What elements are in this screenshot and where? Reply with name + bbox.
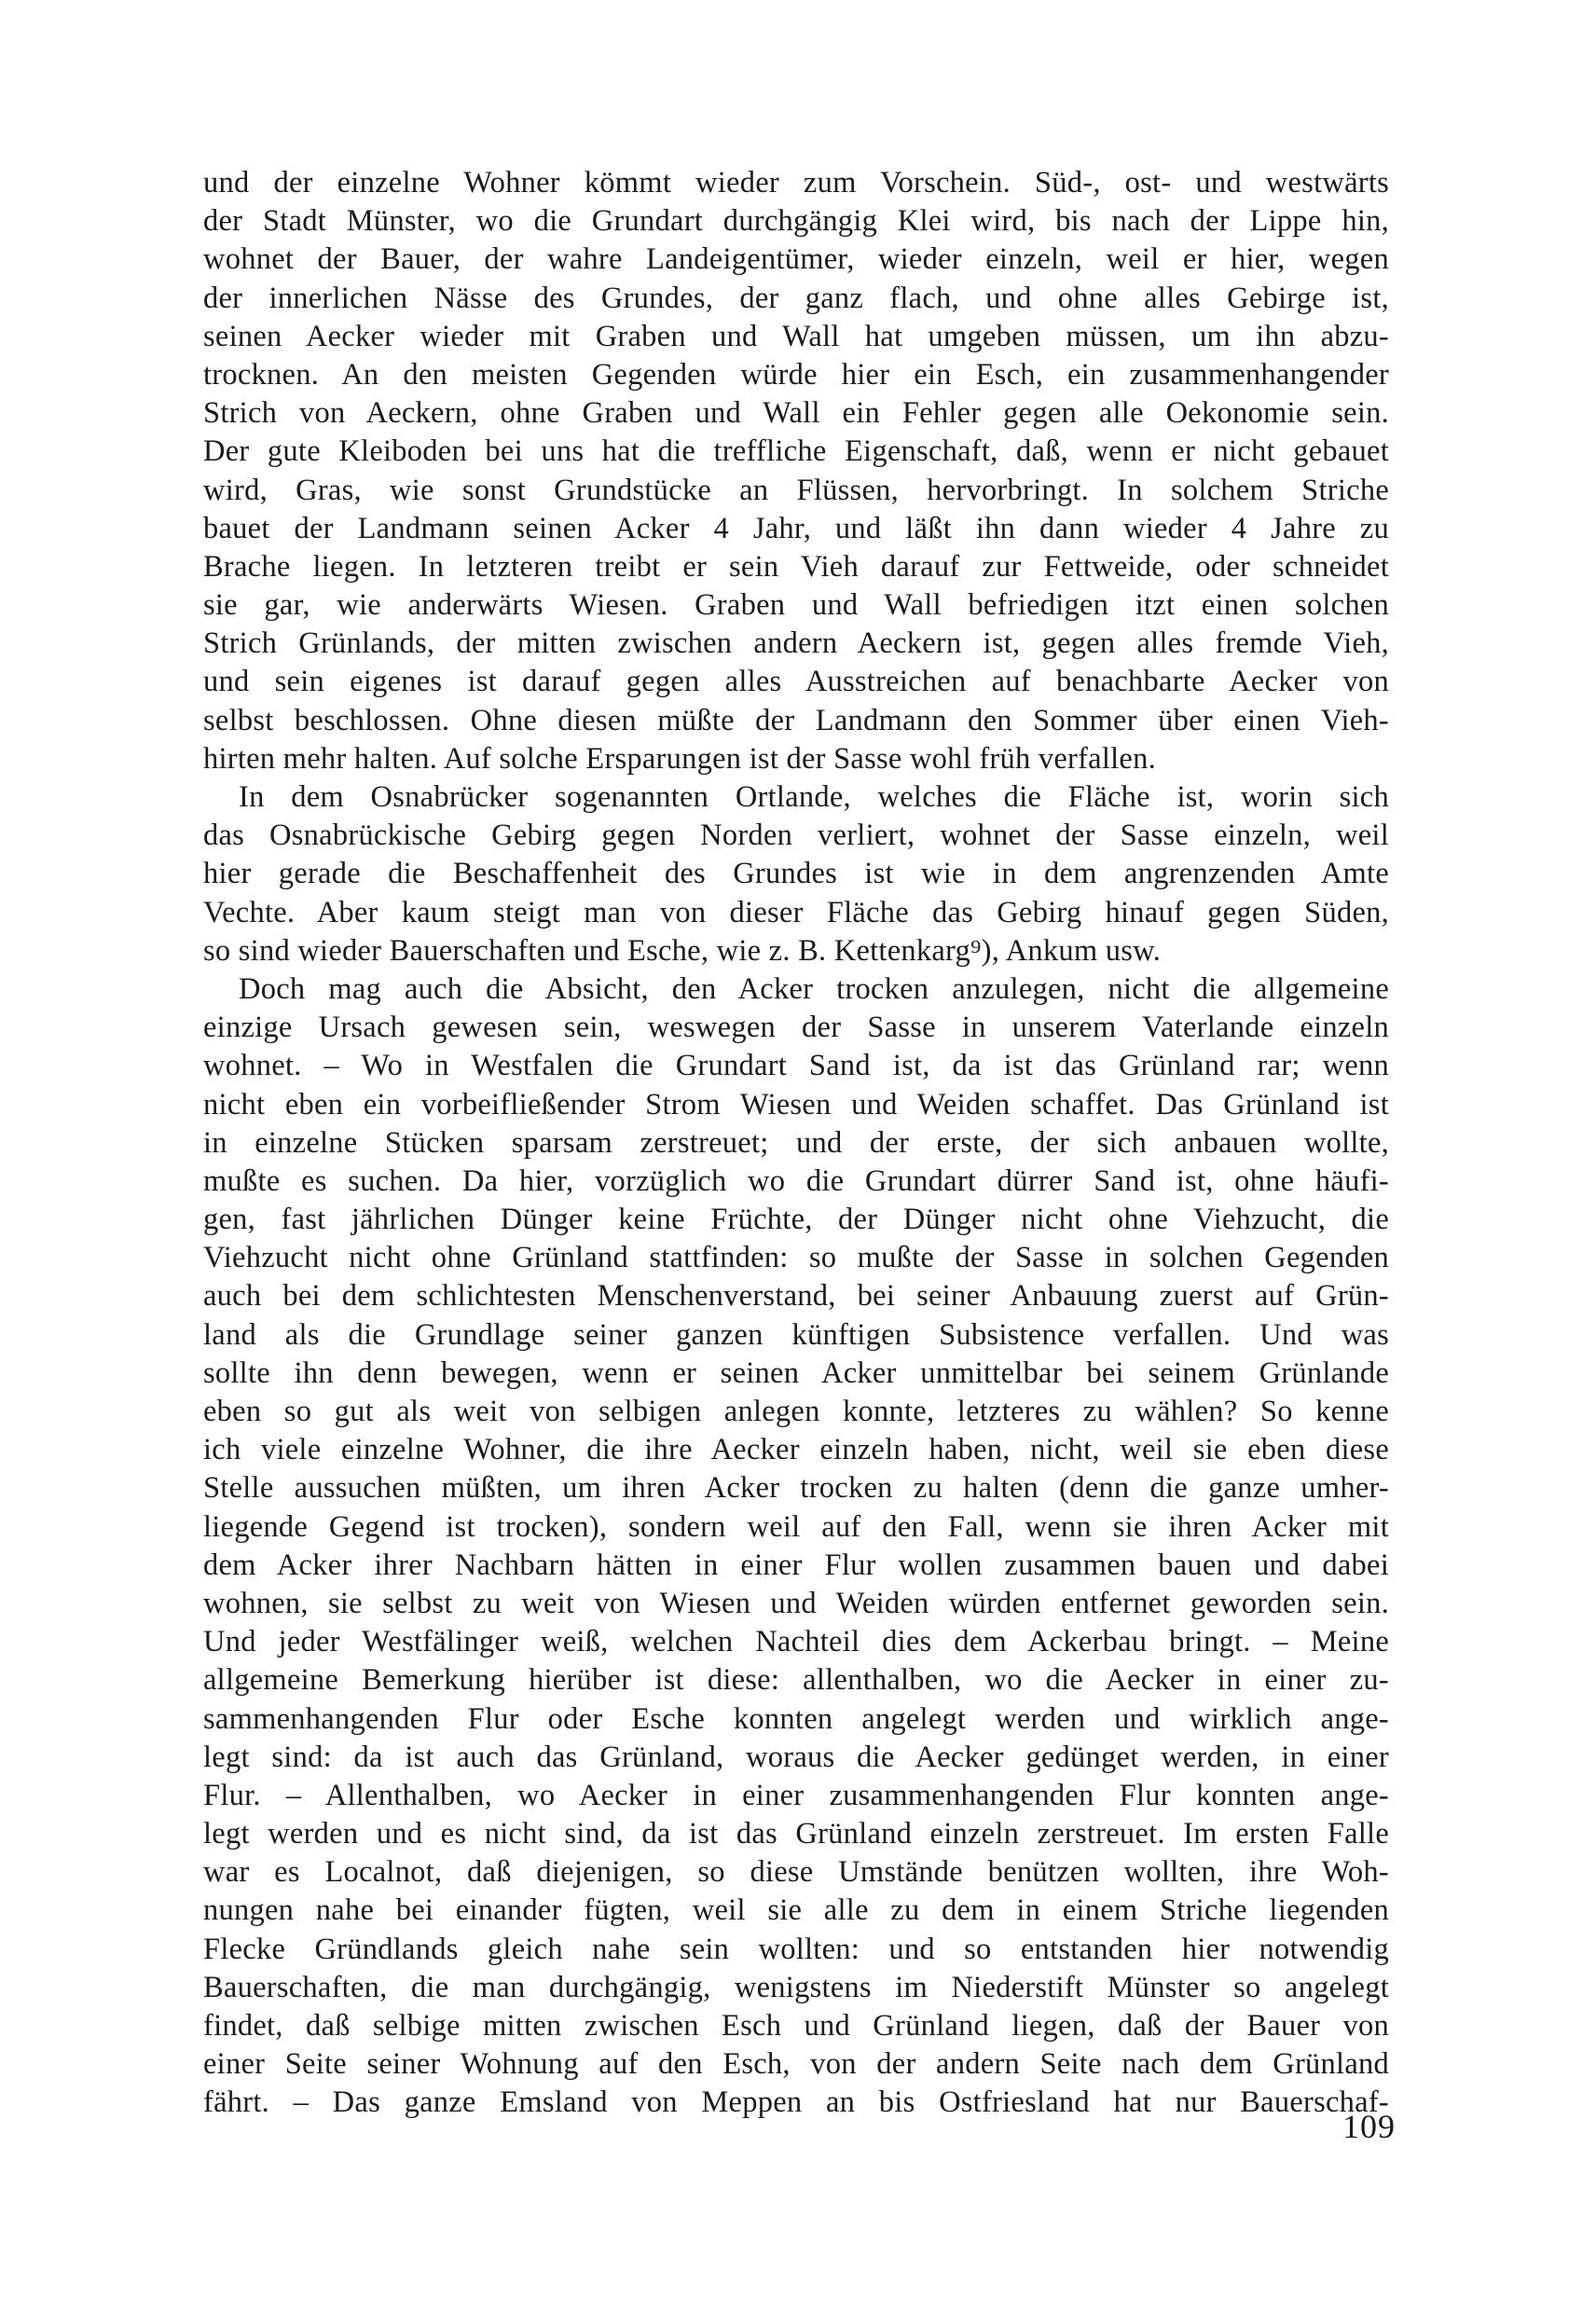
text-line: das Osnabrückische Gebirg gegen Norden verliert, wohnet der Sasse einzeln, weil	[203, 819, 1389, 853]
text-line: so sind wieder Bauerschaften und Esche, wie z. B. Kettenkarg⁹), Ankum usw.	[203, 933, 1162, 968]
text-line: sie gar, wie anderwärts Wiesen. Graben und Wall befriedigen itzt einen solchen	[203, 588, 1389, 623]
text-line: nicht eben ein vorbeifließender Strom Wiesen und Weiden schaffet. Das Grünland ist	[203, 1087, 1389, 1122]
text-line: Doch mag auch die Absicht, den Acker trocken anzulegen, nicht die allgemeine	[239, 971, 1389, 1006]
text-line: sollte ihn denn bewegen, wenn er seinen Acker unmittelbar bei seinem Grünlande	[203, 1356, 1389, 1390]
text-line: Und jeder Westfälinger weiß, welchen Nachteil dies dem Ackerbau bringt. – Meine	[203, 1625, 1389, 1659]
text-line: Brache liegen. In letzteren treibt er sein Vieh darauf zur Fettweide, oder schneidet	[203, 549, 1389, 584]
text-line: und sein eigenes ist darauf gegen alles Ausstreichen auf benachbarte Aecker von	[203, 665, 1389, 699]
text-line: eben so gut als weit von selbigen anlegen konnte, letzteres zu wählen? So kenne	[203, 1395, 1389, 1428]
text-line: land als die Grundlage seiner ganzen künftigen Subsistence verfallen. Und was	[203, 1317, 1389, 1352]
text-line: und der einzelne Wohner kömmt wieder zum Vorschein. Süd-, ost- und westwärts	[203, 166, 1389, 200]
text-line: in einzelne Stücken sparsam zerstreuet; und der erste, der sich anbauen wollte,	[203, 1125, 1389, 1160]
text-line: auch bei dem schlichtesten Menschenverstand, bei seiner Anbauung zuerst auf Grün-	[203, 1279, 1389, 1314]
text-line: wohnen, sie selbst zu weit von Wiesen und Weiden würden entfernet geworden sein.	[203, 1586, 1389, 1620]
text-line: Strich Grünlands, der mitten zwischen andern Aeckern ist, gegen alles fremde Vieh,	[203, 626, 1389, 661]
text-line: nungen nahe bei einander fügten, weil sie alle zu dem in einem Striche liegenden	[203, 1893, 1389, 1928]
text-line: bauet der Landmann seinen Acker 4 Jahr, und läßt ihn dann wieder 4 Jahre zu	[203, 511, 1389, 545]
text-line: hier gerade die Beschaffenheit des Grundes ist wie in dem angrenzenden Amte	[203, 857, 1389, 891]
text-line: gen, fast jährlichen Dünger keine Früchte, der Dünger nicht ohne Viehzucht, die	[203, 1203, 1389, 1237]
text-line: Bauerschaften, die man durchgängig, wenigstens im Niederstift Münster so angelegt	[203, 1970, 1389, 2004]
text-line: Viehzucht nicht ohne Grünland stattfinden: so mußte der Sasse in solchen Gegenden	[203, 1241, 1389, 1275]
text-line: wohnet der Bauer, der wahre Landeigentümer, wieder einzeln, weil er hier, wegen	[203, 242, 1389, 277]
text-line: war es Localnot, daß diejenigen, so diese Umstände benützen wollten, ihre Woh-	[203, 1855, 1389, 1890]
text-line: Vechte. Aber kaum steigt man von dieser Fläche das Gebirg hinauf gegen Süden,	[203, 895, 1389, 929]
text-line: liegende Gegend ist trocken), sondern weil auf den Fall, wenn sie ihren Acker mit	[203, 1509, 1389, 1544]
text-line: der Stadt Münster, wo die Grundart durchgängig Klei wird, bis nach der Lippe hin,	[203, 204, 1389, 239]
text-line: einer Seite seiner Wohnung auf den Esch, von der andern Seite nach dem Grünland	[203, 2047, 1389, 2082]
text-line: seinen Aecker wieder mit Graben und Wall hat umgeben müssen, um ihn abzu-	[203, 319, 1389, 353]
text-line: wird, Gras, wie sonst Grundstücke an Flüssen, hervorbringt. In solchem Striche	[203, 473, 1389, 507]
text-line: dem Acker ihrer Nachbarn hätten in einer Flur wollen zusammen bauen und dabei	[203, 1548, 1389, 1582]
text-line: findet, daß selbige mitten zwischen Esch und Grünland liegen, daß der Bauer von	[203, 2009, 1389, 2043]
text-line: Flur. – Allenthalben, wo Aecker in einer zusammenhangenden Flur konnten ange-	[203, 1778, 1389, 1812]
text-line: allgemeine Bemerkung hierüber ist diese: allenthalben, wo die Aecker in einer zu-	[203, 1663, 1389, 1698]
text-line: mußte es suchen. Da hier, vorzüglich wo die Grundart dürrer Sand ist, ohne häufi-	[203, 1163, 1389, 1198]
text-line: fährt. – Das ganze Emsland von Meppen an bis Ostfriesland hat nur Bauerschaf-	[203, 2085, 1389, 2120]
body-text	[203, 164, 1389, 2123]
text-line: Stelle aussuchen müßten, um ihren Acker trocken zu halten (denn die ganze umher-	[203, 1471, 1389, 1506]
text-line: der innerlichen Nässe des Grundes, der ganz flach, und ohne alles Gebirge ist,	[203, 281, 1389, 315]
text-line: Strich von Aeckern, ohne Graben und Wall ein Fehler gegen alle Oekonomie sein.	[203, 396, 1389, 431]
text-line: legt sind: da ist auch das Grünland, woraus die Aecker gedünget werden, in einer	[203, 1740, 1389, 1774]
text-line: wohnet. – Wo in Westfalen die Grundart Sand ist, da ist das Grünland rar; wenn	[203, 1049, 1389, 1083]
text-line: Flecke Gründlands gleich nahe sein wollten: und so entstanden hier notwendig	[203, 1932, 1389, 1966]
text-line: Der gute Kleiboden bei uns hat die treffliche Eigenschaft, daß, wenn er nicht gebauet	[203, 434, 1389, 469]
text-line: selbst beschlossen. Ohne diesen müßte der Landmann den Sommer über einen Vieh-	[203, 703, 1389, 737]
text-line: hirten mehr halten. Auf solche Ersparungen ist der Sasse wohl früh verfallen.	[203, 741, 1156, 776]
text-line: ich viele einzelne Wohner, die ihre Aecker einzeln haben, nicht, weil sie eben diese	[203, 1433, 1389, 1467]
text-line: sammenhangenden Flur oder Esche konnten angelegt werden und wirklich ange-	[203, 1701, 1389, 1736]
text-line: einzige Ursach gewesen sein, weswegen der Sasse in unserem Vaterlande einzeln	[203, 1011, 1389, 1045]
text-line: trocknen. An den meisten Gegenden würde hier ein Esch, ein zusammenhangender	[203, 357, 1389, 392]
page-number: 109	[1342, 2108, 1396, 2145]
text-line: In dem Osnabrücker sogenannten Ortlande, welches die Fläche ist, worin sich	[239, 780, 1389, 814]
text-line: legt werden und es nicht sind, da ist das Grünland einzeln zerstreuet. Im ersten Falle	[203, 1817, 1389, 1851]
